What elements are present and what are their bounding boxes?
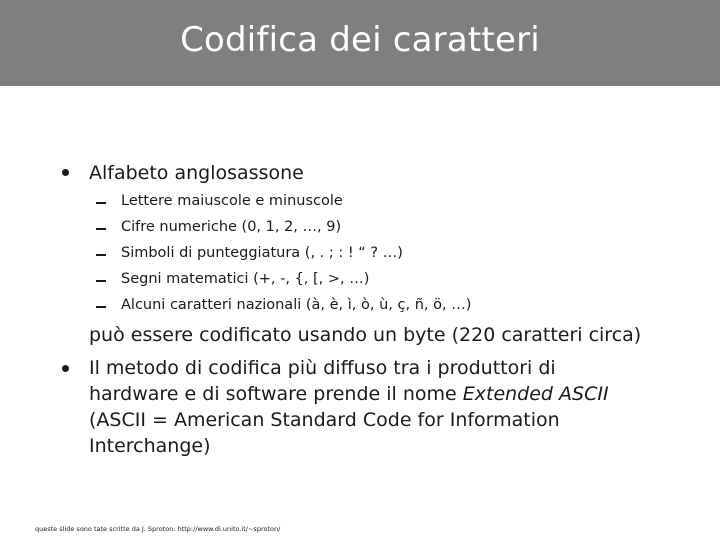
sub-item: Cifre numeriche (0, 1, 2, …, 9) xyxy=(121,219,342,235)
sub-item: Lettere maiuscole e minuscole xyxy=(121,193,343,209)
sub-dash xyxy=(96,280,106,282)
extended-ascii-term: Extended ASCII xyxy=(462,383,609,405)
sub-item: Simboli di punteggiatura (, . ; : ! “ ? …) xyxy=(121,245,403,261)
sub-dash xyxy=(96,254,106,256)
bullet-metodo-line4: Interchange) xyxy=(89,435,211,457)
bullet-metodo-line2 xyxy=(89,381,609,407)
bullet-metodo-line1: Il metodo di codifica più diffuso tra i produttori di xyxy=(89,357,556,379)
continuation-text: può essere codificato usando un byte (220 caratteri circa) xyxy=(89,324,642,346)
sub-item: Alcuni caratteri nazionali (à, è, ì, ò, ù, ç, ñ, ö, …) xyxy=(121,297,472,313)
bullet-dot xyxy=(62,365,69,372)
bullet-metodo-line3: (ASCII = American Standard Code for Information xyxy=(89,409,560,431)
line2-text: hardware e di software prende il nome xyxy=(89,383,463,405)
bullet-alfabeto: Alfabeto anglosassone xyxy=(89,162,304,184)
bullet-dot xyxy=(62,169,69,176)
sub-dash xyxy=(96,228,106,230)
footer-credit: queste slide sono tate scritte da J. Sproton: http://www.di.unito.it/~sproton/ xyxy=(35,525,281,533)
slide-title: Codifica dei caratteri xyxy=(180,20,540,60)
sub-dash xyxy=(96,306,106,308)
sub-item: Segni matematici (+, -, {, [, >, …) xyxy=(121,271,370,287)
sub-dash xyxy=(96,202,106,204)
